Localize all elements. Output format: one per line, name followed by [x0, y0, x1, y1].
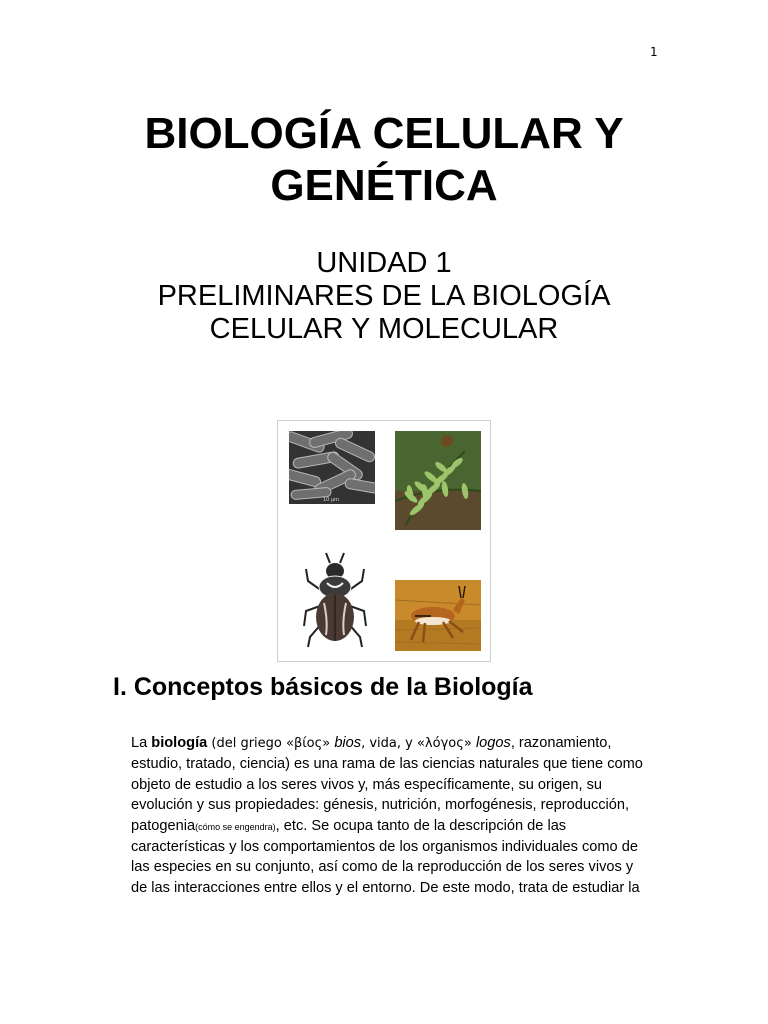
paragraph-line: características y los comportamientos de los organismos individuales como de: [131, 839, 638, 856]
document-title: [0, 108, 768, 212]
paragraph-line: [131, 733, 661, 754]
organisms-figure: [277, 420, 491, 662]
title-line-2: GENÉTICA: [270, 161, 498, 210]
term-logos: logos: [475, 735, 511, 751]
term-biologia: biología: [151, 735, 208, 751]
text-run: La: [131, 735, 152, 751]
bacteria-image: [289, 431, 375, 504]
paragraph-line: evolución y sus propiedades: génesis, nutrición, morfogénesis, reproducción,: [131, 797, 630, 814]
section-heading: I. Conceptos básicos de la Biología: [113, 673, 533, 701]
text-run: , etc. Se ocupa tanto de la descripción de las: [275, 817, 567, 834]
body-paragraph: [131, 733, 661, 898]
unit-heading: [0, 247, 768, 346]
paragraph-line: objeto de estudio a los seres vivos y, más específicamente, su origen, su: [131, 776, 603, 793]
inline-note: (cómo se engendra): [195, 821, 276, 832]
unit-line-1: UNIDAD 1: [316, 247, 452, 279]
title-line-1: BIOLOGÍA CELULAR Y: [144, 109, 624, 158]
micrograph-scale-label: 10 μm: [323, 497, 340, 503]
paragraph-line: las especies en su conjunto, así como de la reproducción de los seres vivos y: [131, 859, 634, 876]
paragraph-line: [131, 816, 661, 837]
etymology-text: , vida, y «λόγος»: [361, 736, 476, 751]
fern-image: [395, 431, 481, 530]
unit-line-3: CELULAR Y MOLECULAR: [209, 313, 559, 345]
text-run: patogenia: [131, 817, 196, 834]
text-run: , razonamiento,: [510, 735, 612, 751]
page-number: 1: [650, 45, 658, 59]
gazelle-image: [395, 580, 481, 651]
etymology-text: (del griego «βίος»: [207, 736, 335, 751]
paragraph-line: de las interacciones entre ellos y el entorno. De este modo, trata de estudiar la: [131, 879, 640, 896]
term-bios: bios: [334, 735, 362, 751]
paragraph-line: estudio, tratado, ciencia) es una rama de las ciencias naturales que tiene como: [131, 756, 643, 773]
unit-line-2: PRELIMINARES DE LA BIOLOGÍA: [157, 280, 611, 312]
beetle-image: [300, 551, 370, 651]
